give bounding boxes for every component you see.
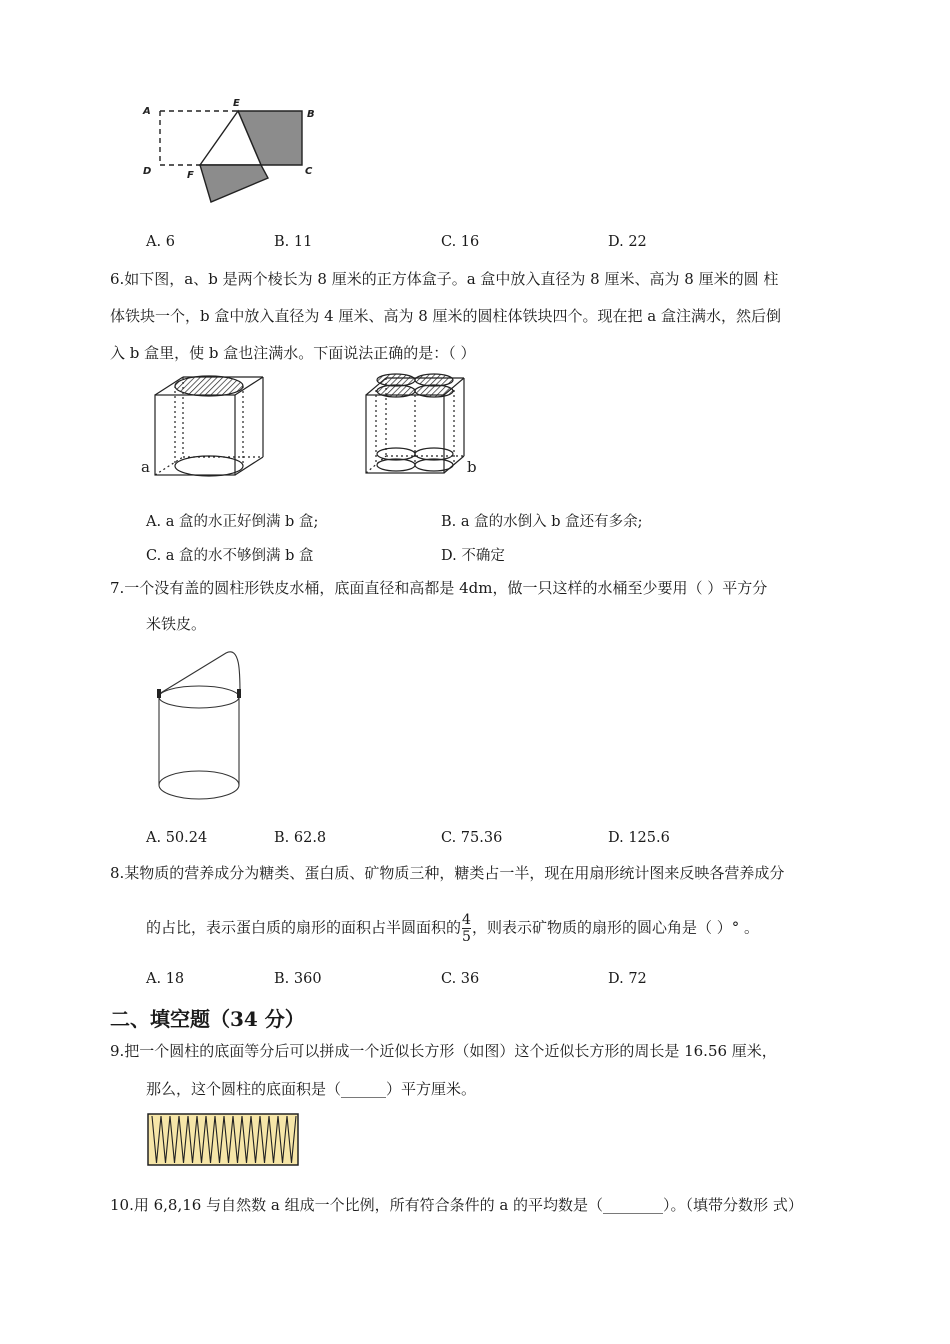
q7-option-a[interactable]: A. 50.24 bbox=[146, 830, 208, 846]
label-A: A bbox=[143, 106, 151, 117]
q5-option-a[interactable]: A. 6 bbox=[146, 234, 175, 250]
q8-option-d[interactable]: D. 72 bbox=[608, 971, 647, 987]
q8-text-line2-pre: 的占比，表示蛋白质的扇形的面积占半圆面积的 bbox=[146, 918, 462, 937]
q6-option-d[interactable]: D. 不确定 bbox=[441, 548, 505, 564]
q7-option-d[interactable]: D. 125.6 bbox=[608, 830, 670, 846]
q8-text-line2-post: ，则表示矿物质的扇形的圆心角是（ ）° 。 bbox=[471, 918, 759, 937]
q7-text-line2: 米铁皮。 bbox=[146, 615, 207, 633]
q7-text-line1: 7.一个没有盖的圆柱形铁皮水桶，底面直径和高都是 4dm，做一只这样的水桶至少要用（ ）平方分 bbox=[110, 579, 768, 597]
q5-option-d[interactable]: D. 22 bbox=[608, 234, 647, 250]
q8-option-a[interactable]: A. 18 bbox=[146, 971, 185, 987]
q8-option-c[interactable]: C. 36 bbox=[441, 971, 480, 987]
q9-text-line1: 9.把一个圆柱的底面等分后可以拼成一个近似长方形（如图）这个近似长方形的周长是 16.56 厘米， bbox=[110, 1042, 777, 1060]
q6-text-line2: 体铁块一个，b 盒中放入直径为 4 厘米、高为 8 厘米的圆柱体铁块四个。现在把 a 盒注满水，然后倒 bbox=[110, 307, 782, 325]
q5-option-c[interactable]: C. 16 bbox=[441, 234, 480, 250]
box-b-label: b bbox=[467, 458, 477, 476]
q8-text-line1: 8.某物质的营养成分为糖类、蛋白质、矿物质三种，糖类占一半，现在用扇形统计图来反映各营养成分 bbox=[110, 864, 785, 882]
label-B: B bbox=[307, 109, 315, 120]
q6-text-line3: 入 b 盒里，使 b 盒也注满水。下面说法正确的是：（ ） bbox=[110, 344, 476, 362]
section-title: 二、填空题（34 分） bbox=[110, 1007, 305, 1031]
q6-option-a[interactable]: A. a 盒的水正好倒满 b 盒; bbox=[146, 514, 319, 530]
label-E: E bbox=[233, 98, 240, 109]
box-a-label: a bbox=[141, 458, 150, 476]
fraction-numerator: 4 bbox=[462, 912, 471, 928]
q6-text-line1: 6.如下图，a、b 是两个棱长为 8 厘米的正方体盒子。a 盒中放入直径为 8 厘米、高为 8 厘米的圆 柱 bbox=[110, 270, 779, 288]
q8-option-b[interactable]: B. 360 bbox=[274, 971, 322, 987]
q9-text-line2: 那么，这个圆柱的底面积是（______）平方厘米。 bbox=[146, 1080, 477, 1098]
q7-option-c[interactable]: C. 75.36 bbox=[441, 830, 503, 846]
fraction-denominator: 5 bbox=[462, 929, 471, 945]
q10-text-line1: 10.用 6,8,16 与自然数 a 组成一个比例，所有符合条件的 a 的平均数是（________）。（填带分数形 式） bbox=[110, 1196, 803, 1214]
label-D: D bbox=[143, 166, 152, 177]
q6-option-c[interactable]: C. a 盒的水不够倒满 b 盒 bbox=[146, 548, 314, 564]
q7-option-b[interactable]: B. 62.8 bbox=[274, 830, 327, 846]
label-F: F bbox=[187, 170, 194, 181]
label-C: C bbox=[305, 166, 313, 177]
q6-option-b[interactable]: B. a 盒的水倒入 b 盒还有多余; bbox=[441, 514, 643, 530]
q5-option-b[interactable]: B. 11 bbox=[274, 234, 313, 250]
